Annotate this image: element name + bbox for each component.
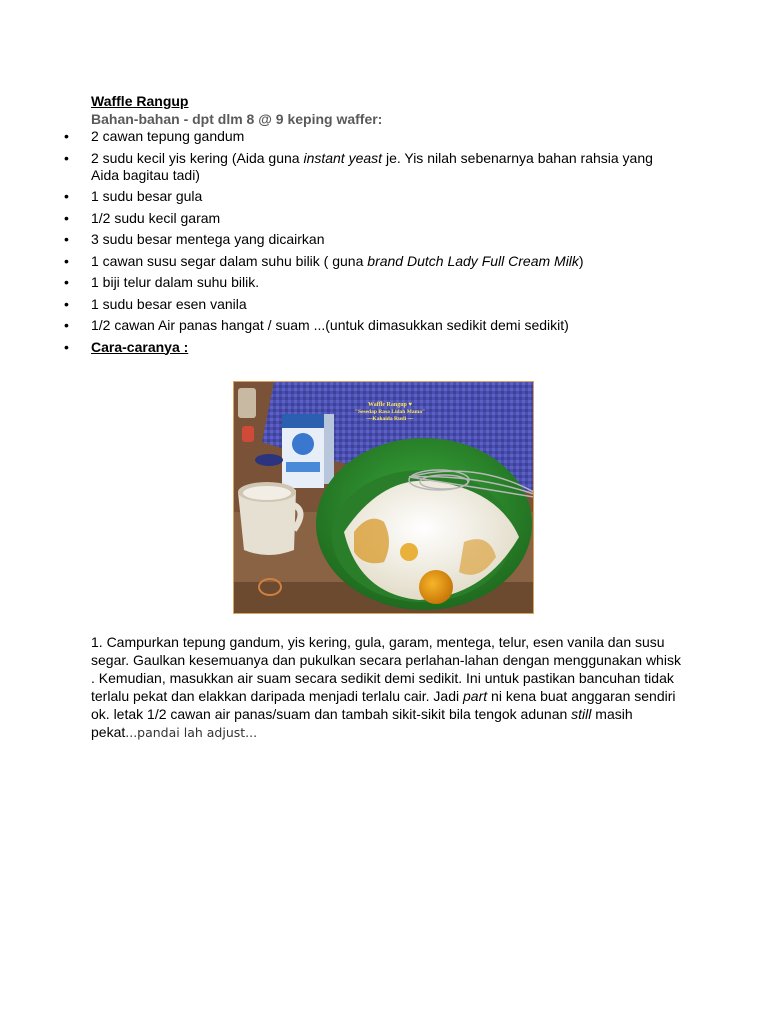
ingredient-text: 3 sudu besar mentega yang dicairkan [91, 231, 325, 247]
ingredient-text: 2 cawan tepung gandum [91, 128, 245, 144]
list-item [0, 210, 676, 227]
paragraph-tail: ...pandai lah adjust... [125, 725, 258, 740]
paragraph-text: ni kena buat anggaran sendiri ok. letak 1/2 cawan air panas/suam dan tambah sikit-sikit bila tengok adunan [91, 688, 676, 722]
bullet-icon: • [64, 252, 69, 269]
list-item [0, 317, 676, 334]
list-item [0, 274, 676, 291]
recipe-photo [233, 381, 534, 614]
ingredient-emphasis: instant yeast [303, 149, 383, 166]
instruction-paragraph [91, 633, 681, 742]
bullet-icon: • [64, 209, 69, 226]
ingredient-text: 2 sudu kecil yis kering (Aida guna [91, 149, 304, 166]
list-item [0, 339, 676, 356]
bullet-icon: • [64, 149, 69, 166]
paragraph-emphasis: part [463, 688, 488, 704]
bullet-icon: • [64, 274, 69, 290]
method-heading: Cara-caranya : [91, 338, 189, 355]
bullet-icon: • [64, 338, 69, 355]
ingredient-text: 1/2 cawan Air panas hangat / suam ...(untuk dimasukkan sedikit demi sedikit) [91, 317, 569, 333]
list-item [0, 296, 676, 313]
paragraph-text: 1. Campurkan tepung gandum, yis kering, gula, garam, mentega, telur, esen vanila dan susu segar. Gaulkan kesemuanya dan pukulkan secara perlahan-lahan dengan menggunakan whisk . Kemudian, masukkan air suam secara sedikit demi sedikit. Ini untuk pastikan bancuhan tidak terlalu pekat dan elakkan daripada menjadi terlalu cair. Jadi [91, 634, 681, 704]
bullet-icon: • [64, 295, 69, 312]
ingredients-subtitle: Bahan-bahan - dpt dlm 8 @ 9 keping waffer: [91, 111, 383, 127]
bullet-icon: • [64, 188, 69, 204]
milk-carton [282, 414, 334, 488]
ingredient-text: 1/2 sudu kecil garam [91, 209, 221, 226]
paragraph-text: masih pekat [91, 706, 633, 740]
photo-caption-1: Waffle Rangup ♥ [368, 402, 412, 408]
ingredient-text: je. Yis nilah sebenarnya bahan rahsia yang Aida bagitau tadi) [91, 149, 653, 183]
ingredient-text: 1 biji telur dalam suhu bilik. [91, 274, 260, 290]
ingredient-emphasis: brand Dutch Lady Full Cream Milk [367, 252, 579, 269]
list-item [0, 188, 676, 205]
bullet-icon: • [64, 128, 69, 144]
photo-caption-3: ~~Kakaida Rusli ~~ [366, 416, 414, 422]
ingredient-text: 1 sudu besar esen vanila [91, 295, 247, 312]
list-item [0, 231, 676, 248]
recipe-title: Waffle Rangup [91, 93, 189, 109]
ingredient-text: ) [578, 252, 584, 269]
photo-caption-2: "Sesedap Rasa Lidah Mama" [354, 409, 426, 415]
photo-illustration [234, 382, 534, 614]
list-item [0, 150, 676, 184]
ingredient-text: 1 sudu besar gula [91, 188, 203, 204]
list-item [0, 253, 676, 270]
mug [238, 482, 301, 555]
ingredient-list [0, 128, 768, 360]
ingredient-text: 1 cawan susu segar dalam suhu bilik ( guna [91, 252, 368, 269]
paragraph-emphasis: still [571, 706, 592, 722]
bullet-icon: • [64, 231, 69, 247]
list-item [0, 128, 676, 145]
bullet-icon: • [64, 317, 69, 333]
